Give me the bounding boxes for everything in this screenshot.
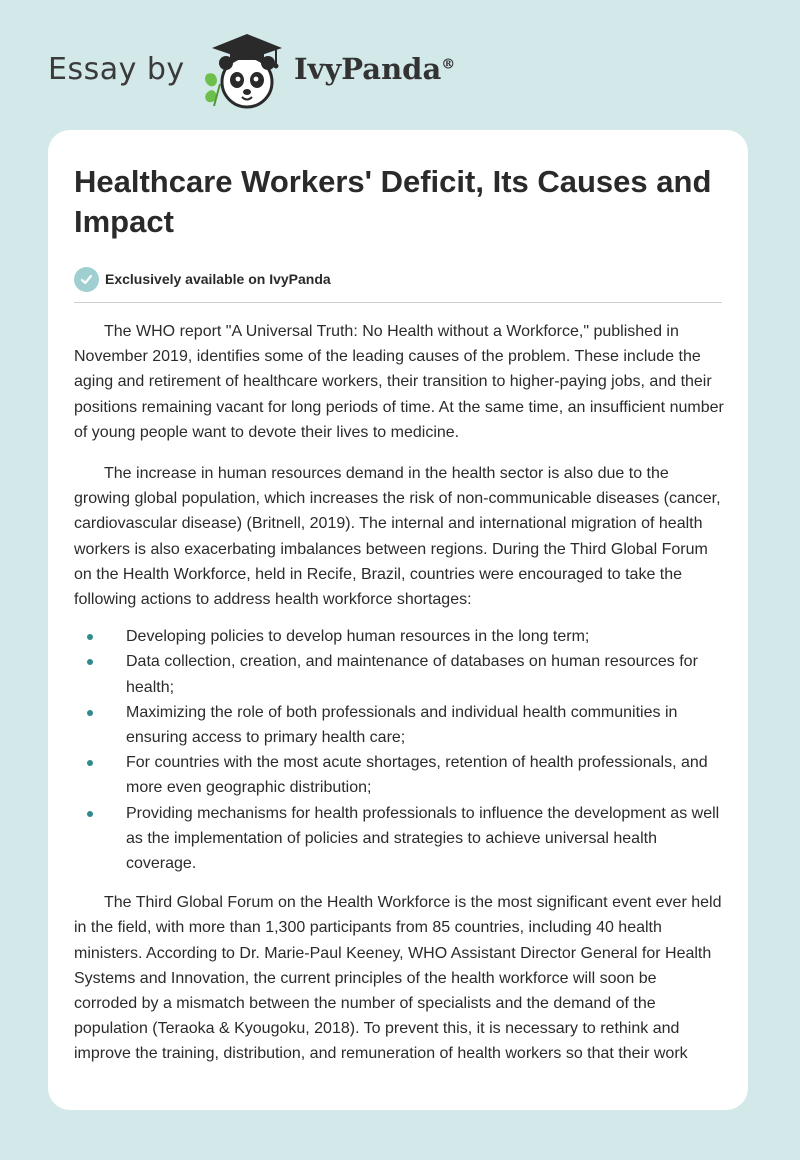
brand-name-text: IvyPanda [294,52,442,86]
brand-name [294,52,455,86]
actions-list [74,624,724,876]
bullet-dot [87,659,93,665]
list-item [74,750,724,800]
exclusive-badge [74,266,724,292]
bullet-dot [87,710,93,716]
trademark-symbol: ® [441,56,456,73]
list-item-text: Maximizing the role of both professionals and individual health communities in ensuring access to primary health care; [126,703,678,747]
essay-card [48,130,748,1110]
panda-logo-icon [200,30,286,114]
title-divider [74,302,722,303]
paragraph-2: The increase in human resources demand in the health sector is also due to the growing global population, which increases the risk of non-communicable diseases (cancer, cardiovascular disease) (Britnell, 2019). The internal and international migration of health workers is also exacerbating imbalances between regions. During the Third Global Forum on the Health Workforce, held in Recife, Brazil, countries were encouraged to take the following actions to address health workforce shortages: [74,465,721,609]
paragraph-1: The WHO report "A Universal Truth: No Health without a Workforce," published in November 2019, identifies some of the leading causes of the problem. These include the aging and retirement of healthcare workers, their transition to higher-paying jobs, and their positions remaining vacant for long periods of time. At the same time, an insufficient number of young people want to devote their lives to medicine. [74,323,724,441]
paragraph-3: The Third Global Forum on the Health Workforce is the most significant event ever held in the field, with more than 1,300 participants from 85 countries, including 40 health ministers. According to Dr. Marie-Paul Keeney, WHO Assistant Director General for Health Systems and Innovation, the current principles of the health workforce will soon be corroded by a mismatch between the number of specialists and the demand of the population (Teraoka & Kyougoku, 2018). To prevent this, it is necessary to rethink and improve the training, distribution, and remuneration of health workers so that their work [74,894,722,1063]
list-item-text: For countries with the most acute shortages, retention of health professionals, and more even geographic distribution; [126,754,708,797]
essay-content [74,162,724,1067]
brand-prefix: Essay by [48,52,185,87]
list-item [74,624,724,649]
bullet-dot [87,811,93,817]
brand-header [48,30,508,114]
list-item [74,700,724,750]
bullet-dot [87,760,93,766]
check-icon [74,267,99,292]
list-item [74,801,724,877]
list-item [74,649,724,699]
essay-title: Healthcare Workers' Deficit, Its Causes and Impact [74,164,712,239]
list-item-text: Developing policies to develop human resources in the long term; [126,628,590,646]
exclusive-label: Exclusively available on IvyPanda [105,271,331,287]
bullet-dot [87,634,93,640]
list-item-text: Data collection, creation, and maintenance of databases on human resources for health; [126,653,698,696]
list-item-text: Providing mechanisms for health professionals to influence the development as well as the implementation of policies and strategies to achieve universal health coverage. [126,804,720,873]
